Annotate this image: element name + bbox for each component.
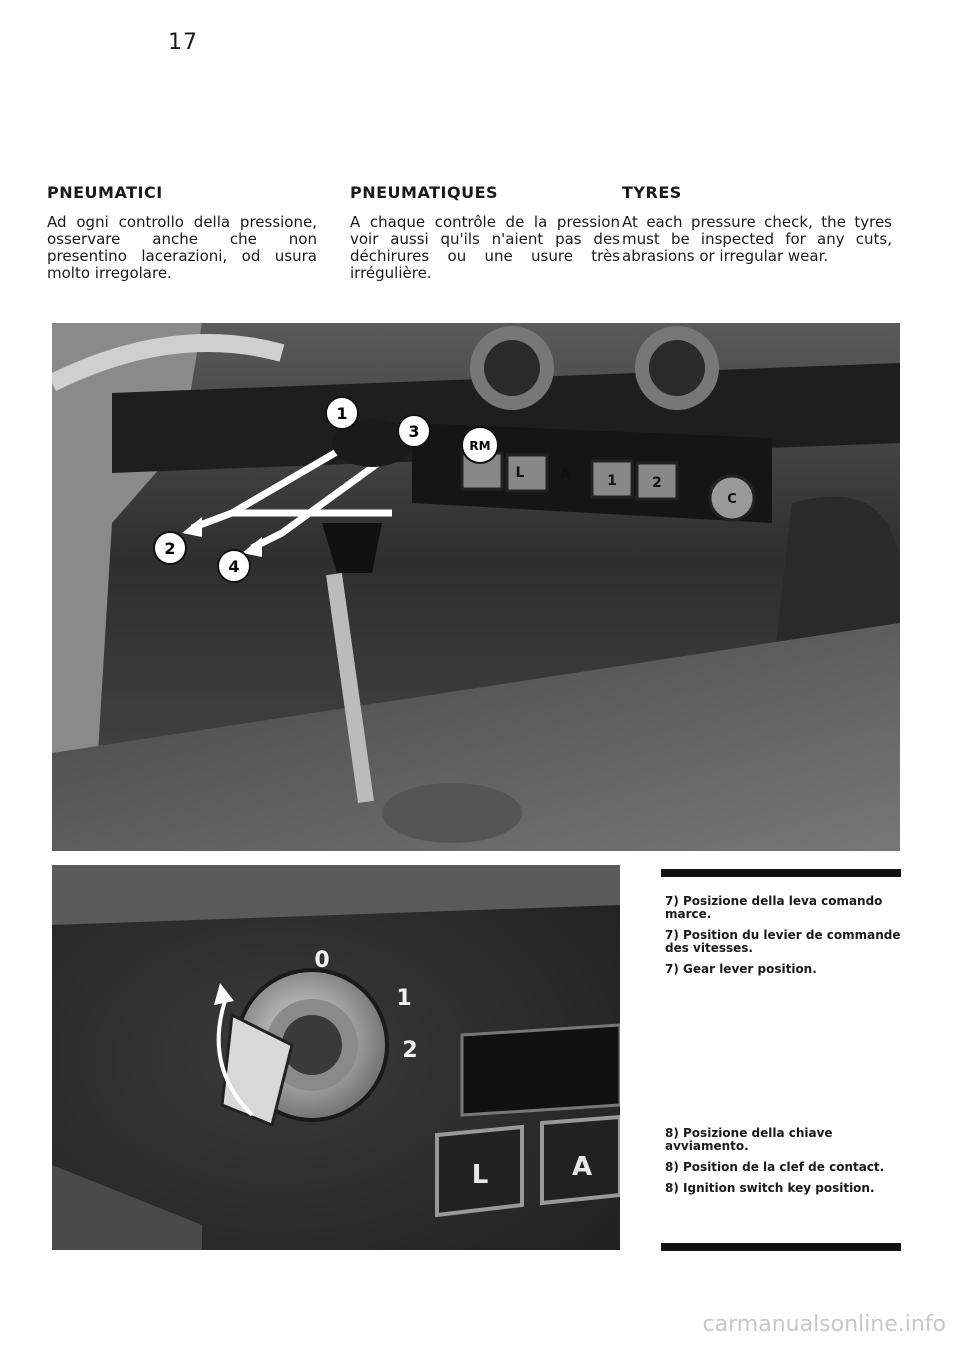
column-english <box>622 183 892 265</box>
ignition-key-photo <box>52 865 620 1250</box>
heading-italian: PNEUMATICI <box>47 183 163 202</box>
caption-7-italian: 7) Posizione della leva comando marce. <box>665 894 883 921</box>
gear-lever-photo <box>52 323 900 851</box>
switch-label-l: L <box>471 1160 489 1190</box>
caption-8-italian: 8) Posizione della chiave avviamento. <box>665 1126 833 1153</box>
switch-label-l: L <box>515 465 525 481</box>
gear-label-4: 4 <box>228 557 240 576</box>
heading-english: TYRES <box>622 183 682 202</box>
page-number: 17 <box>168 30 198 55</box>
column-italian <box>47 183 317 282</box>
caption-top-rule <box>661 869 901 877</box>
body-french: A chaque contrôle de la pression voir aussi qu'ils n'aient pas des déchirures ou une usure très irrégulière. <box>350 213 620 282</box>
switch-label-2: 2 <box>652 475 662 491</box>
switch-label-a: A <box>559 467 571 483</box>
key-position-2: 2 <box>402 1038 418 1063</box>
switch-label-1: 1 <box>607 473 617 489</box>
gear-label-1: 1 <box>336 404 348 423</box>
gear-label-2: 2 <box>164 539 176 558</box>
column-french <box>350 183 620 282</box>
key-position-1: 1 <box>396 986 412 1011</box>
caption-8-english: 8) Ignition switch key position. <box>665 1181 875 1195</box>
caption-figure-8 <box>665 1127 901 1203</box>
switch-label-a: A <box>571 1152 593 1182</box>
ignition-key-illustration <box>52 865 620 1250</box>
watermark: carmanualsonline.info <box>702 1312 946 1337</box>
key-position-0: 0 <box>314 948 330 973</box>
heading-french: PNEUMATIQUES <box>350 183 499 202</box>
switch-label-c: C <box>727 492 737 507</box>
gear-label-3: 3 <box>408 422 420 441</box>
body-italian: Ad ogni controllo della pressione, osservare anche che non presentino lacerazioni, od usura molto irregolare. <box>47 213 317 282</box>
gear-label-reverse: RM <box>469 439 491 453</box>
caption-figure-7 <box>665 895 901 984</box>
gear-lever-illustration <box>52 323 900 851</box>
body-english: At each pressure check, the tyres must be inspected for any cuts, abrasions or irregular wear. <box>622 213 892 265</box>
caption-bottom-rule <box>661 1243 901 1251</box>
caption-7-french: 7) Position du levier de commande des vitesses. <box>665 928 901 955</box>
caption-8-french: 8) Position de la clef de contact. <box>665 1160 885 1174</box>
caption-7-english: 7) Gear lever position. <box>665 962 817 976</box>
